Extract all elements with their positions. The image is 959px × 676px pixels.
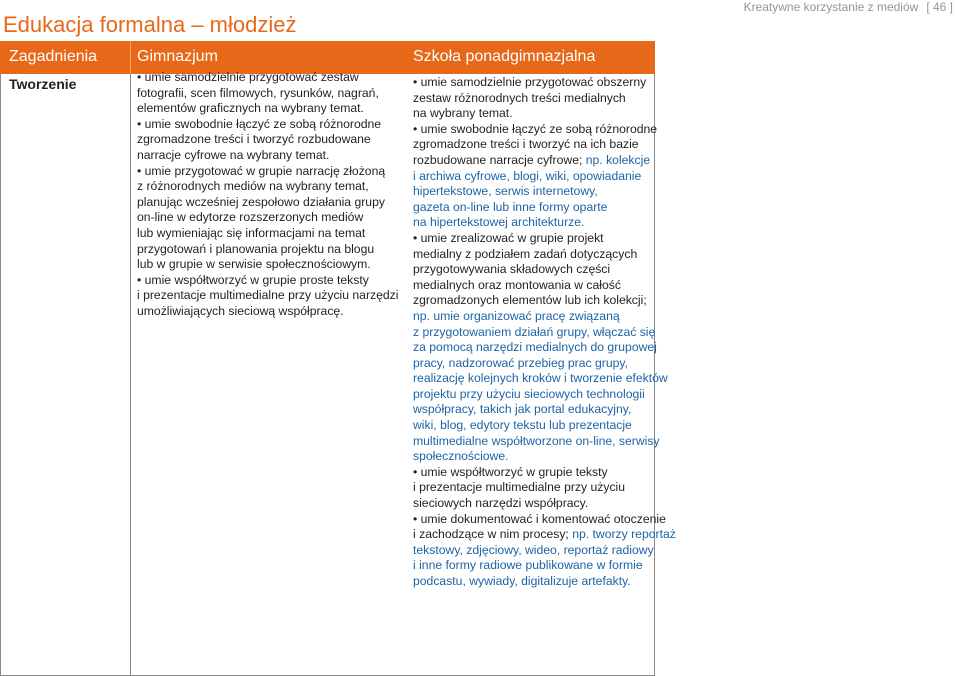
secondary-line-text: sieciowych narzędzi współpracy.	[413, 496, 589, 511]
secondary-line-text: • umie swobodnie łączyć ze sobą różnorodne	[413, 121, 658, 136]
secondary-line	[413, 169, 676, 185]
secondary-line	[413, 527, 676, 543]
gymnasium-line: przygotowań i planowania projektu na blogu	[137, 241, 375, 256]
secondary-line-example: pracy, nadzorować przebieg prac grupy,	[413, 355, 628, 370]
secondary-line	[413, 434, 676, 450]
secondary-line-example: gazeta on-line lub inne formy oparte	[413, 199, 608, 214]
gymnasium-line: lub wymieniając się informacjami na temat	[137, 225, 366, 240]
secondary-line	[413, 215, 676, 231]
secondary-line	[413, 402, 676, 418]
table-border-left	[0, 74, 1, 676]
secondary-line	[413, 371, 676, 387]
header-divider	[130, 41, 131, 74]
secondary-line-text: zestaw różnorodnych treści medialnych	[413, 90, 626, 105]
secondary-line	[413, 106, 676, 122]
secondary-line	[413, 449, 676, 465]
secondary-line-example: z przygotowaniem działań grupy, włączać się	[413, 324, 656, 339]
secondary-line-example: i archiwa cyfrowe, blogi, wiki, opowiadanie	[413, 168, 642, 183]
secondary-line	[413, 278, 676, 294]
running-head-title: Kreatywne korzystanie z mediów	[743, 0, 919, 14]
row-label: Tworzenie	[9, 76, 77, 92]
gymnasium-line: on-line w edytorze rozszerzonych mediów	[137, 210, 364, 225]
secondary-line	[413, 496, 676, 512]
secondary-line-text: na wybrany temat.	[413, 106, 513, 121]
gymnasium-line: umożliwiających sieciową współpracę.	[137, 303, 344, 318]
secondary-line	[413, 231, 676, 247]
running-head	[744, 0, 953, 14]
secondary-line	[413, 91, 676, 107]
secondary-line-example: podcastu, wywiady, digitalizuje artefakty.	[413, 574, 631, 588]
gymnasium-line: narracje cyfrowe na wybrany temat.	[137, 147, 330, 162]
secondary-line-example: np. umie organizować pracę związaną	[413, 308, 620, 323]
secondary-line	[413, 137, 676, 153]
secondary-line-example: np. kolekcje	[585, 152, 651, 167]
secondary-line	[413, 153, 676, 169]
secondary-line	[413, 356, 676, 372]
gymnasium-line: i prezentacje multimedialne przy użyciu narzędzi	[137, 288, 399, 303]
gymnasium-line: • umie samodzielnie przygotować zestaw	[137, 70, 359, 84]
secondary-line-text: przygotowywania składowych części	[413, 262, 611, 277]
secondary-line-example: np. tworzy reportaż	[572, 527, 676, 542]
secondary-line	[413, 325, 676, 341]
secondary-line-example: hipertekstowe, serwis internetowy,	[413, 184, 598, 199]
secondary-line-example: na hipertekstowej architekturze.	[413, 215, 585, 230]
secondary-line-text: zgromadzone treści i tworzyć na ich bazie	[413, 137, 639, 152]
page-title: Edukacja formalna – młodzież	[3, 12, 297, 37]
secondary-line-text: i zachodzące w nim procesy;	[413, 527, 573, 542]
secondary-line	[413, 574, 676, 590]
secondary-line-example: tekstowy, zdjęciowy, wideo, reportaż radiowy	[413, 542, 654, 557]
gymnasium-line: zgromadzone treści i tworzyć rozbudowane	[137, 132, 371, 147]
secondary-line-text: rozbudowane narracje cyfrowe;	[413, 152, 586, 167]
secondary-line	[413, 480, 676, 496]
secondary-line	[413, 465, 676, 481]
secondary-line	[413, 200, 676, 216]
secondary-line-text: • umie zrealizować w grupie projekt	[413, 230, 604, 245]
secondary-line-example: multimedialne współtworzone on-line, serwisy	[413, 433, 660, 448]
header-secondary: Szkoła ponadgimnazjalna	[413, 48, 596, 65]
secondary-line	[413, 418, 676, 434]
secondary-line-text: • umie dokumentować i komentować otoczenie	[413, 511, 666, 526]
secondary-line	[413, 122, 676, 138]
secondary-line	[413, 543, 676, 559]
secondary-line	[413, 184, 676, 200]
secondary-column	[413, 75, 676, 590]
gymnasium-line: lub w grupie w serwisie społecznościowym.	[137, 257, 371, 272]
secondary-line-example: projektu przy użyciu sieciowych technologii	[413, 386, 645, 401]
gymnasium-line: planując wcześniej zespołowo działania grupy	[137, 194, 385, 209]
secondary-line-example: i inne formy radiowe publikowane w formie	[413, 558, 643, 573]
gymnasium-line: fotografii, scen filmowych, rysunków, nagrań,	[137, 85, 379, 100]
secondary-line	[413, 387, 676, 403]
gymnasium-line: elementów graficznych na wybrany temat.	[137, 101, 364, 116]
secondary-line	[413, 512, 676, 528]
column-divider	[130, 74, 131, 676]
secondary-line-text: • umie współtworzyć w grupie teksty	[413, 464, 608, 479]
secondary-line-text: i prezentacje multimedialne przy użyciu	[413, 480, 626, 495]
secondary-line	[413, 558, 676, 574]
page-number: [ 46 ]	[926, 0, 953, 14]
gymnasium-line: z różnorodnych mediów na wybrany temat,	[137, 179, 369, 194]
secondary-line-text: • umie samodzielnie przygotować obszerny	[413, 75, 647, 89]
secondary-line-example: wiki, blog, edytory tekstu lub prezentacje	[413, 418, 632, 433]
secondary-line-text: medialny z podziałem zadań dotyczących	[413, 246, 638, 261]
secondary-line	[413, 309, 676, 325]
secondary-line-example: współpracy, takich jak portal edukacyjny,	[413, 402, 632, 417]
gymnasium-column	[137, 70, 398, 320]
gymnasium-line: • umie współtworzyć w grupie proste teksty	[137, 272, 369, 287]
secondary-line	[413, 340, 676, 356]
secondary-line-example: za pomocą narzędzi medialnych do grupowej	[413, 340, 657, 355]
secondary-line-example: społecznościowe.	[413, 449, 509, 464]
secondary-line	[413, 262, 676, 278]
secondary-line-example: realizację kolejnych kroków i tworzenie efektów	[413, 371, 668, 386]
gymnasium-line: • umie swobodnie łączyć ze sobą różnorodne	[137, 116, 382, 131]
gymnasium-line: • umie przygotować w grupie narrację złożoną	[137, 163, 386, 178]
secondary-line-text: medialnych oraz montowania w całość	[413, 277, 621, 292]
secondary-line-text: zgromadzonych elementów lub ich kolekcji;	[413, 293, 647, 308]
secondary-line	[413, 293, 676, 309]
secondary-line	[413, 75, 676, 91]
header-gymnasium: Gimnazjum	[137, 48, 218, 65]
header-topic: Zagadnienia	[9, 48, 98, 65]
secondary-line	[413, 247, 676, 263]
